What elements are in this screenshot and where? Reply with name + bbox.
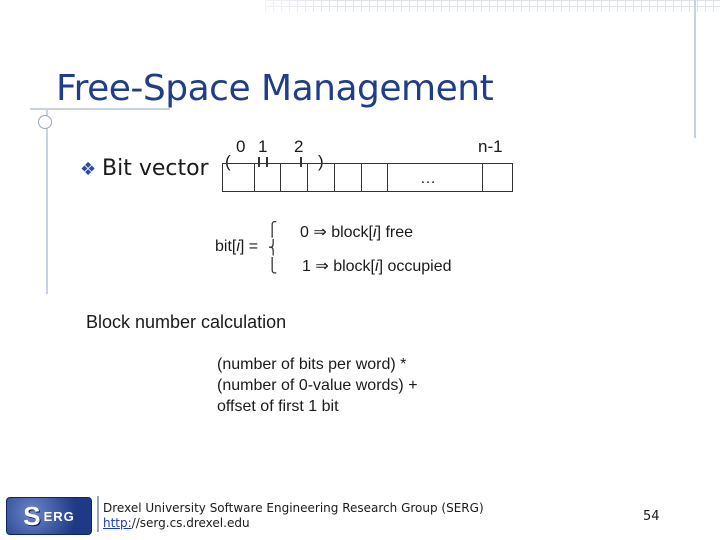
brace-top-icon: ⎧ (267, 222, 278, 238)
index-2: 2 (294, 137, 304, 156)
formula-line-3: offset of first 1 bit (217, 398, 339, 415)
bit-cell (335, 164, 362, 191)
bit-cell (255, 164, 281, 191)
def-zero-index: i (373, 224, 377, 241)
open-brace: ( (225, 152, 231, 171)
bit-vector-cells (222, 163, 513, 192)
footer-url-prefix[interactable]: http: (103, 516, 132, 530)
logo-text: ERG (43, 508, 75, 524)
footer-text (103, 501, 484, 531)
serg-logo (6, 497, 92, 535)
logo-letter: S (23, 500, 42, 531)
footer-divider (97, 496, 99, 532)
bullet-bit-vector: Bit vector (102, 156, 209, 181)
bit-cell-last (483, 164, 513, 191)
left-rule (46, 108, 48, 294)
index-n-minus-1: n-1 (478, 137, 503, 156)
index-0: 0 (236, 137, 246, 156)
bit-cell (281, 164, 308, 191)
rule-circle (38, 115, 52, 129)
index-1: 1 (258, 137, 268, 156)
diamond-bullet-icon: ❖ (80, 159, 97, 180)
def-one-post: ] occupied (378, 258, 452, 275)
formula-line-1: (number of bits per word) * (217, 356, 407, 373)
bit-label: bit[i] = (215, 238, 259, 255)
bit-cell (223, 164, 255, 191)
page-number: 54 (643, 509, 660, 524)
bit-cell (308, 164, 335, 191)
grid-fade (200, 0, 340, 12)
def-one (302, 256, 452, 276)
formula (217, 354, 418, 417)
brace-mid-icon: ⎨ (268, 240, 279, 256)
footer-url[interactable] (103, 516, 484, 531)
subheading-block-number: Block number calculation (86, 312, 287, 332)
ellipsis: … (420, 170, 436, 187)
footer-url-rest[interactable]: //serg.cs.drexel.edu (131, 516, 250, 530)
footer-org: Drexel University Software Engineering Research Group (SERG) (103, 501, 484, 515)
def-one-pre: 1 ⇒ block[ (302, 258, 375, 275)
slide-title: Free-Space Management (56, 68, 494, 109)
def-one-index: i (375, 258, 379, 275)
bit-cell (362, 164, 388, 191)
def-zero-pre: 0 ⇒ block[ (300, 224, 373, 241)
def-zero (300, 222, 413, 242)
close-brace: ) (318, 152, 324, 171)
formula-line-2: (number of 0-value words) + (217, 377, 418, 394)
def-zero-post: ] free (376, 224, 414, 241)
brace-bottom-icon: ⎩ (267, 258, 278, 274)
right-rule (694, 0, 696, 138)
